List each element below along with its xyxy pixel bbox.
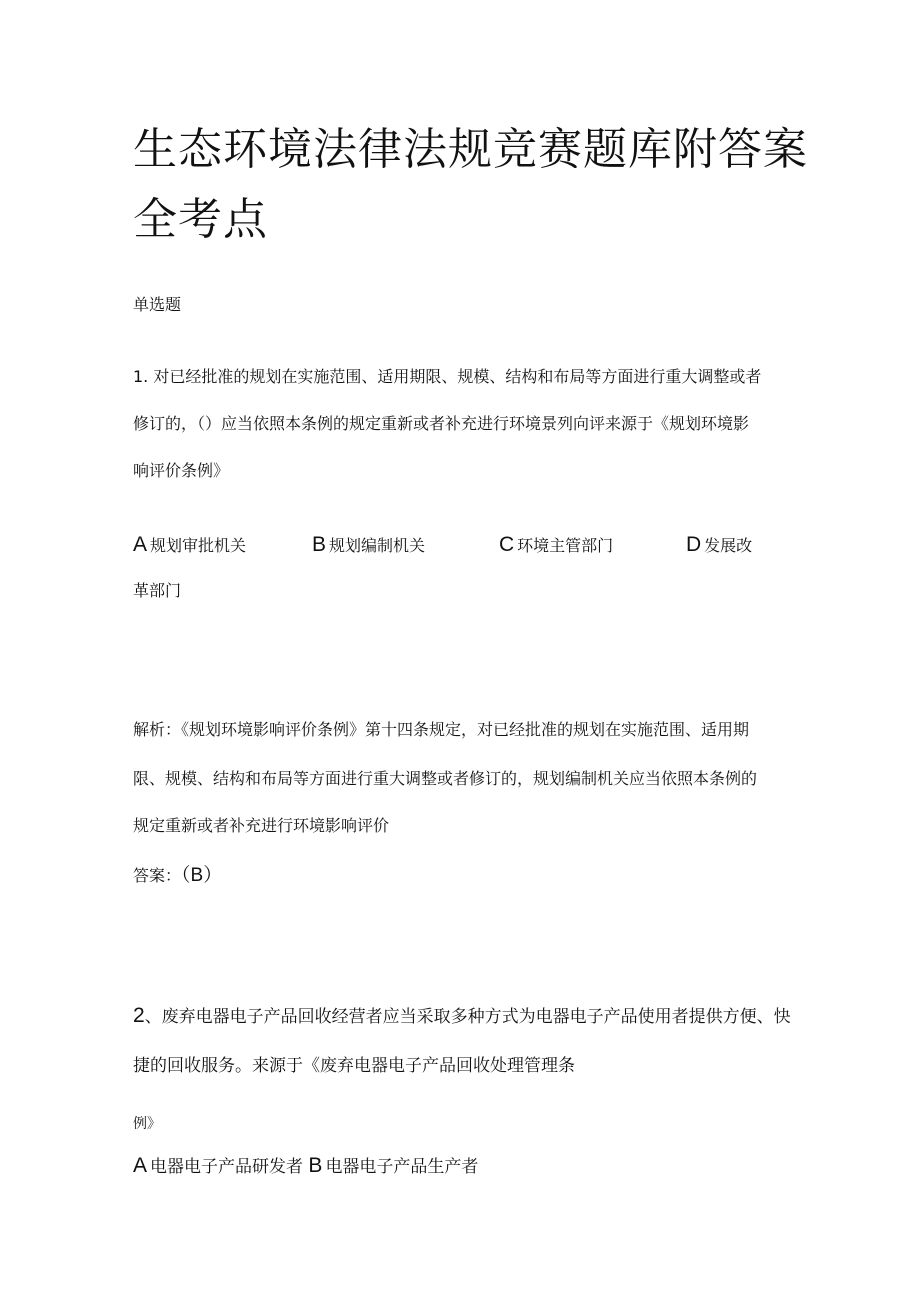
q1-option-a [133, 534, 246, 555]
q1-analysis-line3: 规定重新或者补充进行环境影响评价 [133, 816, 390, 835]
section-heading: 单选题 [133, 295, 182, 314]
q1-analysis-line2: 限、规模、结构和布局等方面进行重大调整或者修订的，规划编制机关应当依照本条例的 [133, 769, 758, 788]
option-text: 发展改 [704, 536, 753, 555]
q2-options-row [133, 1155, 478, 1176]
q1-text-line3: 响评价条例》 [133, 461, 230, 480]
q2-line1-text: 、废弃电器电子产品回收经营者应当采取多种方式为电器电子产品使用者提供方便、快 [144, 1007, 791, 1027]
option-letter: C [499, 533, 515, 556]
option-letter: B [312, 533, 327, 556]
q1-answer [133, 866, 222, 885]
q1-option-d [686, 534, 752, 555]
option-text: 电器电子产品生产者 [325, 1157, 479, 1177]
option-letter: A [133, 1154, 148, 1177]
answer-value: （B） [181, 865, 223, 886]
option-text: 电器电子产品研发者 [150, 1157, 304, 1177]
q1-analysis-line1: 解析：《规划环境影响评价条例》第十四条规定，对已经批准的规划在实施范围、适用期 [133, 720, 750, 739]
option-text: 规划审批机关 [150, 536, 247, 555]
q1-option-d-continued: 革部门 [133, 581, 182, 600]
q1-option-c [499, 534, 613, 555]
doc-title-line1: 生态环境法律法规竞赛题库附答案 [133, 124, 808, 175]
q1-text-line1: 1. 对已经批准的规划在实施范围、适用期限、规模、结构和布局等方面进行重大调整或者 [133, 367, 762, 386]
q2-text-line1 [133, 1005, 791, 1026]
q1-option-b [312, 534, 425, 555]
option-letter: B [308, 1154, 323, 1177]
q2-text-line3: 例》 [133, 1116, 161, 1132]
option-letter: D [686, 533, 702, 556]
answer-label: 答案： [133, 866, 182, 885]
q2-number: 2 [133, 1004, 145, 1027]
q2-text-line2: 捷的回收服务。来源于《废弃电器电子产品回收处理管理条 [133, 1056, 575, 1076]
option-letter: A [133, 533, 148, 556]
option-text: 规划编制机关 [329, 536, 426, 555]
doc-title-line2: 全考点 [133, 194, 268, 245]
q1-text-line2: 修订的，（）应当依照本条例的规定重新或者补充进行环境景列向评来源于《规划环境影 [133, 414, 750, 433]
option-text: 环境主管部门 [517, 536, 614, 555]
